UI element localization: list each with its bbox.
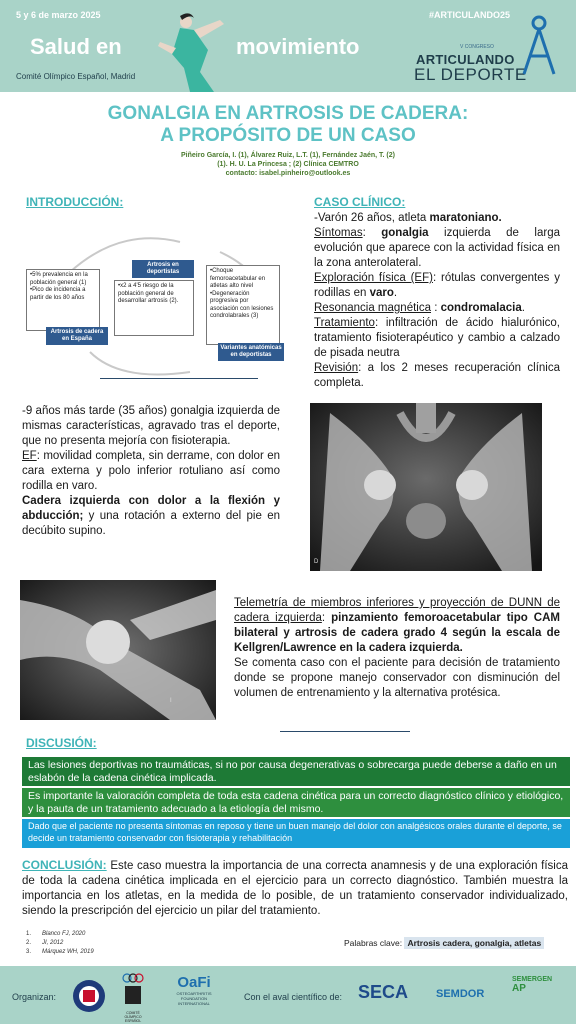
oafi-logo: OaFi OSTEOARTHRITIS FOUNDATION INTERNATIONAL bbox=[176, 974, 212, 1006]
discussion-band-1: Las lesiones deportivas no traumáticas, si no por causa degenerativas o sobrecarga puede deberse a daño en un eslabón de la cadena cinética implicada. bbox=[22, 757, 570, 786]
discussion-band-3: Dado que el paciente no presenta síntomas en reposo y tiene un buen manejo del dolor con analgésicos orales durante el deporte, se decide un tratamiento conservador con fisioterapia y rehabilitación bbox=[22, 819, 570, 848]
intro-heading: INTRODUCCIÓN: bbox=[26, 195, 124, 209]
poster-title-line1: GONALGIA EN ARTROSIS DE CADERA: bbox=[107, 103, 469, 124]
reference-item: 3. Márquez WH, 2019 bbox=[26, 949, 94, 955]
diagram-box-variants bbox=[206, 265, 280, 345]
semdor-logo: SEMDOR bbox=[436, 988, 485, 1000]
diagram-item: •Degeneración progresiva por asociación con lesiones condrolabrales (3) bbox=[210, 290, 274, 319]
xray-side-label: I bbox=[170, 698, 172, 704]
atletico-club-logo-icon bbox=[72, 979, 106, 1013]
organizers-label: Organizan: bbox=[12, 992, 57, 1002]
keywords bbox=[344, 938, 544, 948]
xray-side-label: D bbox=[314, 559, 319, 565]
authors-contact: contacto: isabel.pinheiro@outlook.es bbox=[225, 170, 351, 177]
xray-dunn-image bbox=[20, 580, 216, 720]
diagram-item: •Choque femoroacetabular en atletas alto nivel bbox=[210, 268, 266, 289]
discussion-heading: DISCUSIÓN: bbox=[26, 736, 97, 750]
diagram-box-spain bbox=[26, 269, 100, 331]
xray-dunn-icon bbox=[20, 580, 216, 720]
header-location: Comité Olímpico Español, Madrid bbox=[16, 72, 136, 81]
semergen-logo: SEMERGEN AP bbox=[512, 976, 553, 994]
conclusion-heading: CONCLUSIÓN: bbox=[22, 858, 107, 872]
intro-divider bbox=[100, 378, 258, 379]
articulando-logo-icon bbox=[514, 14, 564, 76]
poster-header bbox=[0, 0, 576, 92]
keywords-label: Palabras clave: bbox=[344, 938, 405, 948]
diagram-tag-spain: Artrosis de cadera en España bbox=[46, 327, 108, 345]
conclusion-text: CONCLUSIÓN: Este caso muestra la importancia de una correcta anamnesis y de una exploración física de toda la cadena cinética implicada en el ejercicio para un correcto diagnóstico. También muestra la importancia en los atletas, en la medida de lo posible, de un tratamiento conservador individualizado, siendo la prescripción del ejercicio un pilar del tratamiento. bbox=[22, 858, 568, 917]
case-text: -Varón 26 años, atleta maratoniano. Síntomas: gonalgia izquierda de larga evolución que aparece con la actividad física en la zona anterolateral. Exploración física (EF): rótulas convergentes y rodillas en varo. Resonancia magnética : condromalacia. Tratamiento: infiltración de ácido hialurónico, tratamiento fisioterapéutico y cambio a calzado de pisada neutra Revisión: a los 2 meses recuperación clínica completa. bbox=[314, 212, 560, 389]
authors-affiliations: (1). H. U. La Princesa ; (2) Clínica CEMTRO bbox=[217, 161, 359, 168]
event-hashtag: #ARTICULANDO25 bbox=[428, 10, 510, 20]
congress-edition: V CONGRESO bbox=[460, 44, 494, 50]
header-title-part2: movimiento bbox=[236, 34, 360, 59]
diagram-tag-athletes: Artrosis en deportistas bbox=[132, 260, 194, 278]
xray-pelvis-image bbox=[310, 403, 542, 571]
keywords-value: Artrosis cadera, gonalgia, atletas bbox=[404, 937, 544, 949]
discussion-band-2: Es importante la valoración completa de toda esta cadena cinética para un correcto diagnóstico clínico y etiológico, y la pauta de un tratamiento adecuado a la etiología del mismo. bbox=[22, 788, 570, 817]
case-heading: CASO CLÍNICO: bbox=[314, 195, 406, 209]
olympic-rings-icon bbox=[120, 972, 146, 1006]
diagram-item: •x2 a 4'5 riesgo de la población general de desarrollar artrosis (2). bbox=[118, 283, 179, 304]
reference-item: 2. JI, 2012 bbox=[26, 940, 64, 946]
seca-logo: SECA bbox=[358, 982, 409, 1002]
authors-list: Piñeiro García, I. (1), Álvarez Ruiz, L.T. (1), Fernández Jaén, T. (2) bbox=[181, 152, 395, 159]
reference-item: 1. Blanco FJ, 2020 bbox=[26, 931, 86, 937]
event-date: 5 y 6 de marzo 2025 bbox=[16, 10, 101, 20]
brand-articulando: ARTICULANDO bbox=[416, 52, 515, 67]
diagram-box-athletes bbox=[114, 280, 194, 336]
evolution-text: -9 años más tarde (35 años) gonalgia izquierda de mismas características, agravado tras el deporte, que no presenta mejoría con fisioterapia. EF: movilidad completa, sin derrame, con dolor en cara externa y polo inferior rotuliano así como rodilla en varo. Cadera izquierda con dolor a la flexión y abducción; y una rotación a externo del pie en decúbito supino. bbox=[22, 405, 280, 537]
diagram-tag-variants: Variantes anatómicas en deportistas bbox=[218, 343, 284, 361]
poster-title-line2: A PROPÓSITO DE UN CASO bbox=[160, 125, 416, 146]
imaging-findings: Telemetría de miembros inferiores y proyección de DUNN de cadera izquierda: pinzamiento femoroacetabular tipo CAM bilateral y artrosis de cadera grado 4 según la escala de Kellgren/Lawrence en la cadera izquierda. Se comenta caso con el paciente para decisión de tratamiento donde se propone manejo conservador con disminución del volumen de entrenamiento y la alternativa protésica. bbox=[234, 597, 560, 699]
poster-footer bbox=[0, 966, 576, 1024]
header-title-part1: Salud en bbox=[30, 34, 122, 59]
xray-pelvis-icon bbox=[310, 403, 542, 571]
scientific-endorsement-label: Con el aval científico de: bbox=[244, 992, 343, 1002]
diagram-item: •5% prevalencia en la población general (1) bbox=[30, 272, 88, 286]
brand-el-deporte: EL DEPORTE bbox=[414, 65, 527, 84]
diagram-item: •Pico de incidencia a partir de los 80 años bbox=[30, 287, 86, 301]
references-list bbox=[26, 930, 94, 957]
imaging-divider bbox=[280, 731, 410, 732]
olympic-committee-logo: COMITÉ OLÍMPICO ESPAÑOL bbox=[120, 972, 146, 1018]
runner-illustration-icon bbox=[150, 10, 250, 92]
